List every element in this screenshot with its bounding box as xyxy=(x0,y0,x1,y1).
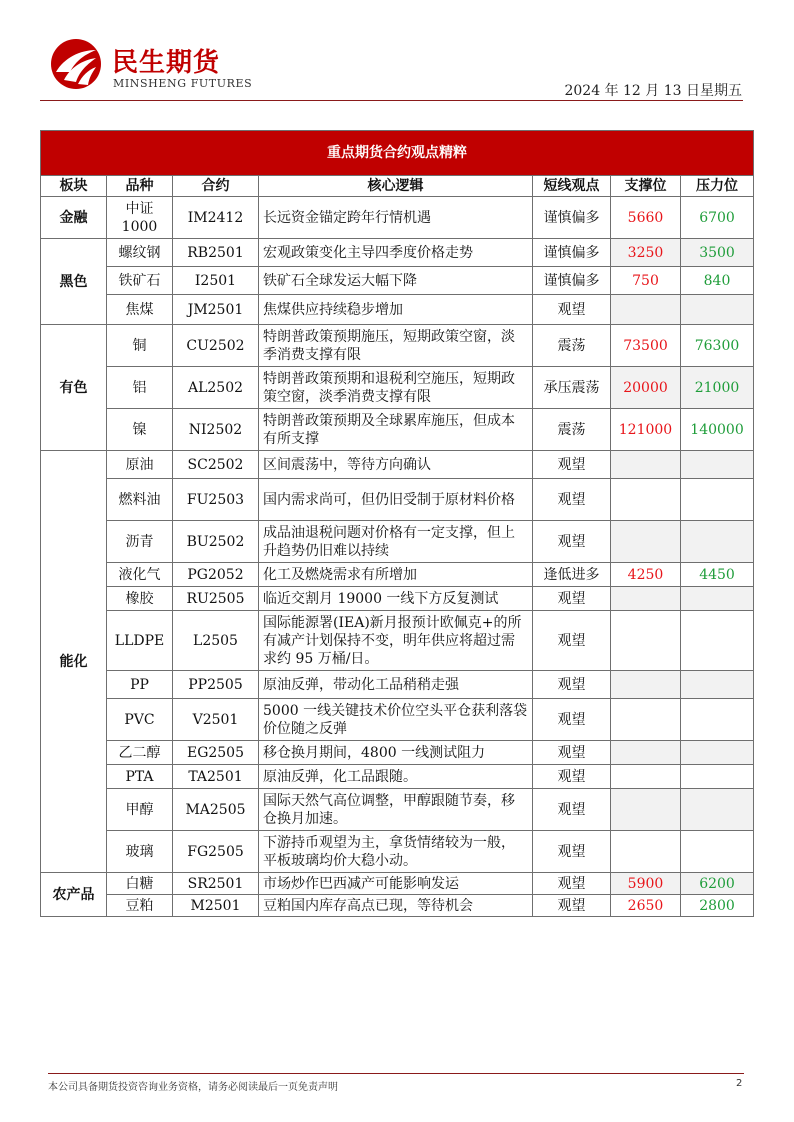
logic-cell: 临近交割月 19000 一线下方反复测试 xyxy=(259,587,533,611)
logic-cell: 化工及燃烧需求有所增加 xyxy=(259,563,533,587)
support-cell: 20000 xyxy=(611,367,681,409)
logic-cell: 长远资金锚定跨年行情机遇 xyxy=(259,197,533,239)
logic-cell: 成品油退税问题对价格有一定支撑，但上升趋势仍旧难以持续 xyxy=(259,521,533,563)
contract-cell: MA2505 xyxy=(173,789,259,831)
resistance-cell xyxy=(681,831,754,873)
contract-cell: IM2412 xyxy=(173,197,259,239)
logic-cell: 区间震荡中，等待方向确认 xyxy=(259,451,533,479)
resistance-cell: 3500 xyxy=(681,239,754,267)
contract-cell: NI2502 xyxy=(173,409,259,451)
resistance-cell: 4450 xyxy=(681,563,754,587)
resistance-cell xyxy=(681,451,754,479)
support-cell: 750 xyxy=(611,267,681,295)
view-cell: 观望 xyxy=(533,587,611,611)
variety-cell: 白糖 xyxy=(107,873,173,895)
table-row xyxy=(41,789,754,831)
resistance-cell: 140000 xyxy=(681,409,754,451)
support-cell xyxy=(611,671,681,699)
table-row xyxy=(41,409,754,451)
sector-cell: 能化 xyxy=(41,451,107,873)
variety-cell: LLDPE xyxy=(107,611,173,671)
variety-cell: 橡胶 xyxy=(107,587,173,611)
column-header-contract: 合约 xyxy=(173,176,259,197)
logic-cell: 市场炒作巴西减产可能影响发运 xyxy=(259,873,533,895)
variety-cell: PP xyxy=(107,671,173,699)
support-cell xyxy=(611,831,681,873)
variety-cell: 螺纹钢 xyxy=(107,239,173,267)
sector-cell: 金融 xyxy=(41,197,107,239)
page-number: 2 xyxy=(736,1078,743,1089)
column-header-resistance: 压力位 xyxy=(681,176,754,197)
table-row xyxy=(41,367,754,409)
variety-cell: 沥青 xyxy=(107,521,173,563)
support-cell xyxy=(611,479,681,521)
support-cell: 2650 xyxy=(611,895,681,917)
contract-cell: JM2501 xyxy=(173,295,259,325)
contract-cell: FG2505 xyxy=(173,831,259,873)
view-cell: 观望 xyxy=(533,479,611,521)
view-cell: 观望 xyxy=(533,831,611,873)
logic-cell: 铁矿石全球发运大幅下降 xyxy=(259,267,533,295)
contract-cell: SC2502 xyxy=(173,451,259,479)
contract-cell: TA2501 xyxy=(173,765,259,789)
view-cell: 观望 xyxy=(533,789,611,831)
table-row xyxy=(41,479,754,521)
column-header-logic: 核心逻辑 xyxy=(259,176,533,197)
logic-cell: 宏观政策变化主导四季度价格走势 xyxy=(259,239,533,267)
table-row xyxy=(41,587,754,611)
logic-cell: 下游持币观望为主，拿货情绪较为一般，平板玻璃均价大稳小动。 xyxy=(259,831,533,873)
resistance-cell: 2800 xyxy=(681,895,754,917)
support-cell xyxy=(611,741,681,765)
support-cell: 4250 xyxy=(611,563,681,587)
column-header-variety: 品种 xyxy=(107,176,173,197)
table-row xyxy=(41,325,754,367)
table-row xyxy=(41,873,754,895)
support-cell: 5900 xyxy=(611,873,681,895)
table-row xyxy=(41,521,754,563)
sector-cell: 农产品 xyxy=(41,873,107,917)
variety-cell: 铜 xyxy=(107,325,173,367)
sector-cell: 有色 xyxy=(41,325,107,451)
variety-cell: 中证1000 xyxy=(107,197,173,239)
view-cell: 观望 xyxy=(533,671,611,699)
variety-cell: 铁矿石 xyxy=(107,267,173,295)
logic-cell: 国际天然气高位调整，甲醇跟随节奏，移仓换月加速。 xyxy=(259,789,533,831)
variety-cell: 液化气 xyxy=(107,563,173,587)
logic-cell: 原油反弹，带动化工品稍稍走强 xyxy=(259,671,533,699)
view-cell: 谨慎偏多 xyxy=(533,267,611,295)
contract-cell: FU2503 xyxy=(173,479,259,521)
resistance-cell: 21000 xyxy=(681,367,754,409)
resistance-cell xyxy=(681,671,754,699)
table-row xyxy=(41,267,754,295)
table-row xyxy=(41,611,754,671)
support-cell xyxy=(611,587,681,611)
view-cell: 观望 xyxy=(533,611,611,671)
view-cell: 逢低进多 xyxy=(533,563,611,587)
view-cell: 观望 xyxy=(533,765,611,789)
support-cell xyxy=(611,765,681,789)
resistance-cell xyxy=(681,741,754,765)
futures-view-table xyxy=(40,130,754,917)
contract-cell: SR2501 xyxy=(173,873,259,895)
support-cell xyxy=(611,521,681,563)
column-header-support: 支撑位 xyxy=(611,176,681,197)
support-cell xyxy=(611,789,681,831)
table-row xyxy=(41,765,754,789)
table-row xyxy=(41,741,754,765)
resistance-cell: 840 xyxy=(681,267,754,295)
contract-cell: I2501 xyxy=(173,267,259,295)
table-header-row xyxy=(41,176,754,197)
report-date: 2024 年 12 月 13 日星期五 xyxy=(564,83,742,99)
table-row xyxy=(41,451,754,479)
logic-cell: 5000 一线关键技术价位空头平仓获利落袋价位随之反弹 xyxy=(259,699,533,741)
view-cell: 观望 xyxy=(533,295,611,325)
sector-cell: 黑色 xyxy=(41,239,107,325)
disclaimer-text: 本公司具备期货投资咨询业务资格，请务必阅读最后一页免责声明 xyxy=(48,1082,338,1093)
footer-divider xyxy=(48,1073,744,1074)
contract-cell: PG2052 xyxy=(173,563,259,587)
view-cell: 谨慎偏多 xyxy=(533,197,611,239)
table-row xyxy=(41,239,754,267)
resistance-cell xyxy=(681,521,754,563)
contract-cell: RU2505 xyxy=(173,587,259,611)
support-cell xyxy=(611,295,681,325)
table-row xyxy=(41,699,754,741)
logic-cell: 国际能源署(IEA)新月报预计欧佩克+的所有减产计划保持不变，明年供应将超过需求约 95 万桶/日。 xyxy=(259,611,533,671)
variety-cell: 玻璃 xyxy=(107,831,173,873)
logic-cell: 特朗普政策预期施压，短期政策空窗，淡季消费支撑有限 xyxy=(259,325,533,367)
company-name-en: MINSHENG FUTURES xyxy=(113,77,253,90)
view-cell: 观望 xyxy=(533,699,611,741)
contract-cell: AL2502 xyxy=(173,367,259,409)
table-row xyxy=(41,197,754,239)
view-cell: 震荡 xyxy=(533,409,611,451)
view-cell: 观望 xyxy=(533,741,611,765)
resistance-cell xyxy=(681,587,754,611)
logic-cell: 特朗普政策预期及全球累库施压，但成本有所支撑 xyxy=(259,409,533,451)
support-cell: 5660 xyxy=(611,197,681,239)
resistance-cell: 6200 xyxy=(681,873,754,895)
resistance-cell xyxy=(681,699,754,741)
logic-cell: 移仓换月期间，4800 一线测试阻力 xyxy=(259,741,533,765)
resistance-cell: 6700 xyxy=(681,197,754,239)
table-title: 重点期货合约观点精粹 xyxy=(41,131,754,176)
support-cell xyxy=(611,451,681,479)
table-row xyxy=(41,671,754,699)
resistance-cell xyxy=(681,479,754,521)
support-cell: 121000 xyxy=(611,409,681,451)
table-row xyxy=(41,831,754,873)
resistance-cell xyxy=(681,611,754,671)
view-cell: 谨慎偏多 xyxy=(533,239,611,267)
view-cell: 观望 xyxy=(533,895,611,917)
support-cell: 3250 xyxy=(611,239,681,267)
logic-cell: 特朗普政策预期和退税利空施压，短期政策空窗，淡季消费支撑有限 xyxy=(259,367,533,409)
resistance-cell xyxy=(681,789,754,831)
variety-cell: 原油 xyxy=(107,451,173,479)
variety-cell: 甲醇 xyxy=(107,789,173,831)
contract-cell: EG2505 xyxy=(173,741,259,765)
variety-cell: PVC xyxy=(107,699,173,741)
contract-cell: BU2502 xyxy=(173,521,259,563)
logic-cell: 焦煤供应持续稳步增加 xyxy=(259,295,533,325)
contract-cell: M2501 xyxy=(173,895,259,917)
contract-cell: PP2505 xyxy=(173,671,259,699)
view-cell: 观望 xyxy=(533,451,611,479)
variety-cell: PTA xyxy=(107,765,173,789)
contract-cell: L2505 xyxy=(173,611,259,671)
logic-cell: 豆粕国内库存高点已现，等待机会 xyxy=(259,895,533,917)
variety-cell: 镍 xyxy=(107,409,173,451)
variety-cell: 焦煤 xyxy=(107,295,173,325)
view-cell: 观望 xyxy=(533,521,611,563)
company-name-cn: 民生期货 xyxy=(112,48,221,78)
logic-cell: 原油反弹，化工品跟随。 xyxy=(259,765,533,789)
contract-cell: V2501 xyxy=(173,699,259,741)
view-cell: 承压震荡 xyxy=(533,367,611,409)
contract-cell: CU2502 xyxy=(173,325,259,367)
header-divider xyxy=(40,100,743,101)
variety-cell: 乙二醇 xyxy=(107,741,173,765)
resistance-cell: 76300 xyxy=(681,325,754,367)
variety-cell: 豆粕 xyxy=(107,895,173,917)
variety-cell: 燃料油 xyxy=(107,479,173,521)
variety-cell: 铝 xyxy=(107,367,173,409)
column-header-sector: 板块 xyxy=(41,176,107,197)
resistance-cell xyxy=(681,295,754,325)
table-row xyxy=(41,563,754,587)
contract-cell: RB2501 xyxy=(173,239,259,267)
table-row xyxy=(41,895,754,917)
support-cell: 73500 xyxy=(611,325,681,367)
view-cell: 观望 xyxy=(533,873,611,895)
logic-cell: 国内需求尚可，但仍旧受制于原材料价格 xyxy=(259,479,533,521)
support-cell xyxy=(611,611,681,671)
table-title-row xyxy=(41,131,754,176)
page-header xyxy=(40,38,754,100)
minsheng-logo-icon xyxy=(50,38,102,90)
view-cell: 震荡 xyxy=(533,325,611,367)
column-header-view: 短线观点 xyxy=(533,176,611,197)
table-row xyxy=(41,295,754,325)
resistance-cell xyxy=(681,765,754,789)
support-cell xyxy=(611,699,681,741)
